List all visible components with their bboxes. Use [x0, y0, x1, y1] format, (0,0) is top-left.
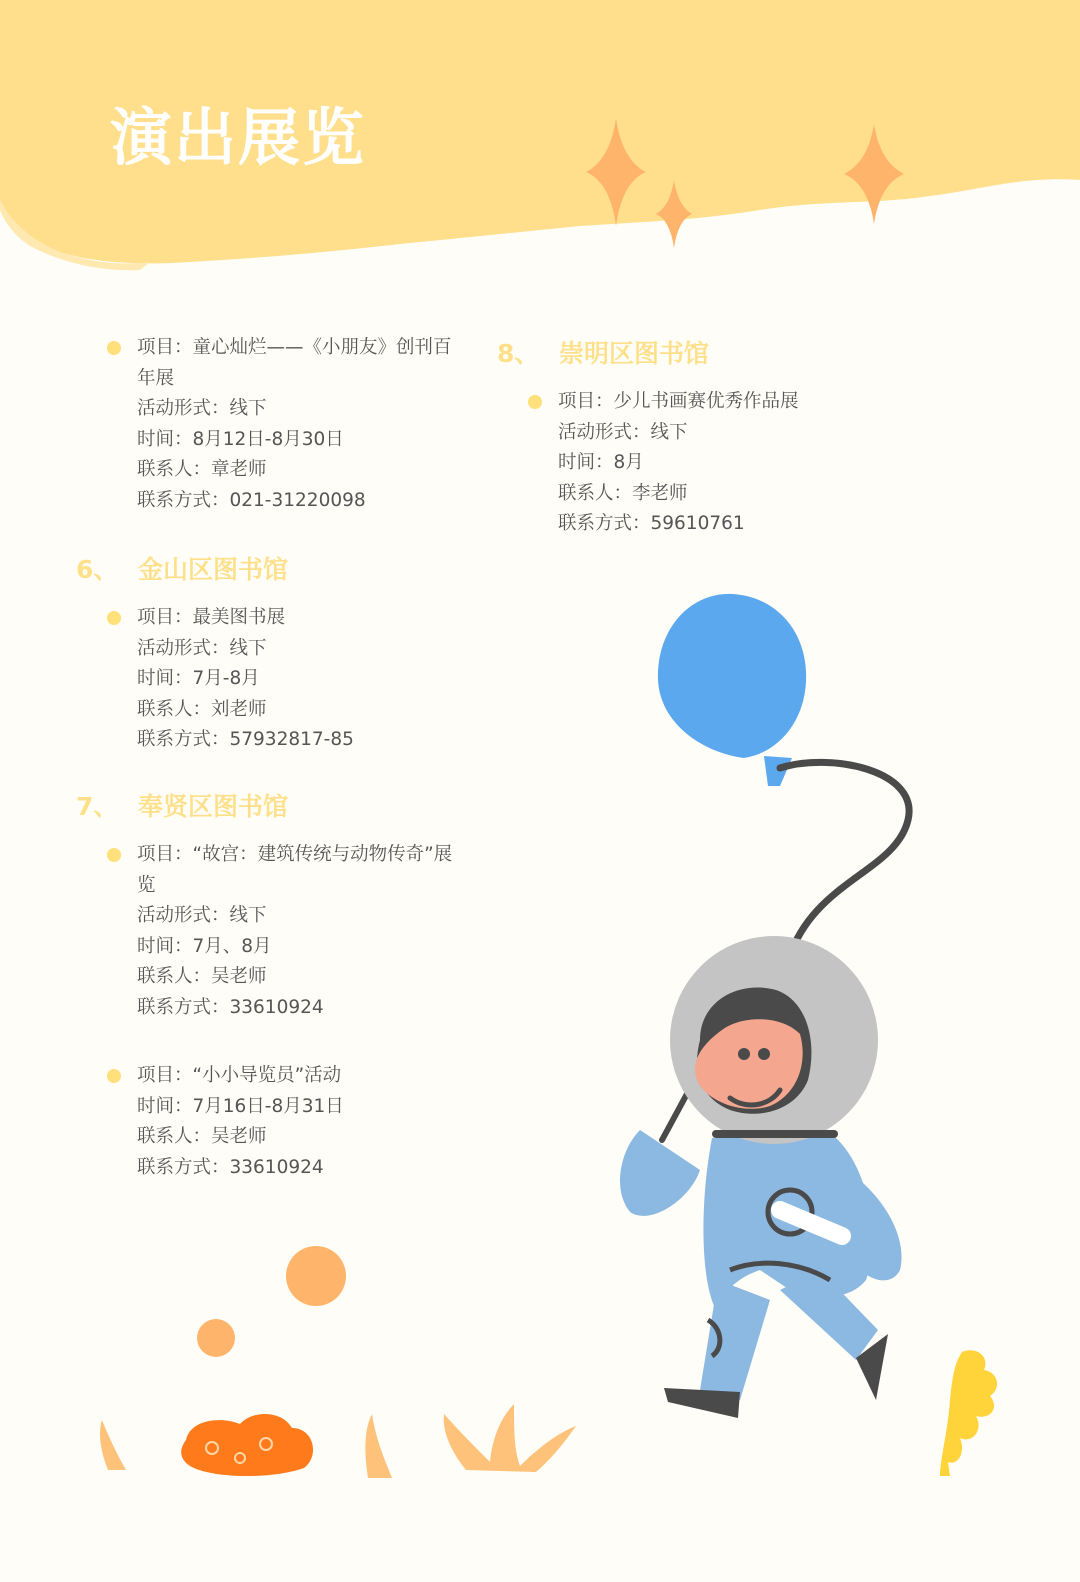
section-title: 金山区图书馆 — [138, 555, 289, 584]
bullet-icon — [107, 848, 121, 862]
entry-phone: 联系方式：33610924 — [137, 1156, 324, 1178]
entry-time: 时间：7月、8月 — [137, 935, 272, 957]
list-item — [558, 387, 918, 540]
entry-contact: 联系人：吴老师 — [137, 966, 267, 987]
section-heading — [76, 787, 288, 823]
page-title: 演出展览 — [110, 101, 367, 174]
bullet-icon — [107, 611, 121, 625]
entry-project: 项目：最美图书展 — [137, 607, 286, 628]
grass-icon — [365, 1414, 392, 1478]
balloon-icon — [658, 594, 806, 758]
entry-phone: 联系方式：021-31220098 — [137, 489, 366, 511]
entry-format: 活动形式：线下 — [137, 637, 267, 659]
list-item — [137, 1061, 477, 1183]
section-heading — [76, 550, 288, 586]
entry-contact: 联系人：吴老师 — [137, 1126, 267, 1147]
bullet-icon — [107, 341, 121, 355]
entry-phone: 联系方式：33610924 — [137, 996, 324, 1018]
entry-format: 活动形式：线下 — [137, 905, 267, 926]
entry-project: 项目：童心灿烂——《小朋友》创刊百年展 — [137, 337, 452, 389]
entry-format: 活动形式：线下 — [137, 398, 267, 419]
entry-time: 时间：7月-8月 — [137, 668, 260, 689]
rock-icon — [181, 1414, 313, 1476]
helmet — [670, 936, 878, 1144]
entry-time: 时间：8月12日-8月30日 — [137, 428, 344, 450]
entry-phone: 联系方式：59610761 — [558, 513, 745, 534]
orange-dot — [197, 1319, 235, 1357]
entry-time: 时间：8月 — [558, 452, 644, 473]
list-item — [137, 333, 467, 516]
entry-project: 项目：少儿书画赛优秀作品展 — [558, 391, 799, 412]
section-number: 7、 — [76, 792, 119, 821]
entry-contact: 联系人：刘老师 — [137, 698, 267, 720]
entry-contact: 联系人：章老师 — [137, 459, 267, 480]
entry-time: 时间：7月16日-8月31日 — [137, 1095, 344, 1117]
section-number: 6、 — [76, 555, 119, 584]
list-item — [137, 840, 467, 1023]
section-number: 8、 — [497, 339, 540, 368]
entry-project: 项目：“小小导览员”活动 — [137, 1065, 342, 1086]
entry-project: 项目：“故宫：建筑传统与动物传奇”展览 — [137, 844, 453, 896]
section-title: 奉贤区图书馆 — [138, 792, 289, 821]
section-title: 崇明区图书馆 — [559, 339, 710, 368]
grass-icon — [444, 1404, 576, 1472]
bullet-icon — [528, 395, 542, 409]
entry-format: 活动形式：线下 — [558, 421, 688, 443]
list-item — [137, 603, 477, 756]
plant-icon — [940, 1350, 997, 1476]
entry-phone: 联系方式：57932817-85 — [137, 729, 354, 750]
entry-contact: 联系人：李老师 — [558, 482, 688, 504]
orange-dot — [286, 1246, 346, 1306]
grass-icon — [100, 1420, 126, 1470]
bullet-icon — [107, 1069, 121, 1083]
section-heading — [497, 334, 709, 370]
